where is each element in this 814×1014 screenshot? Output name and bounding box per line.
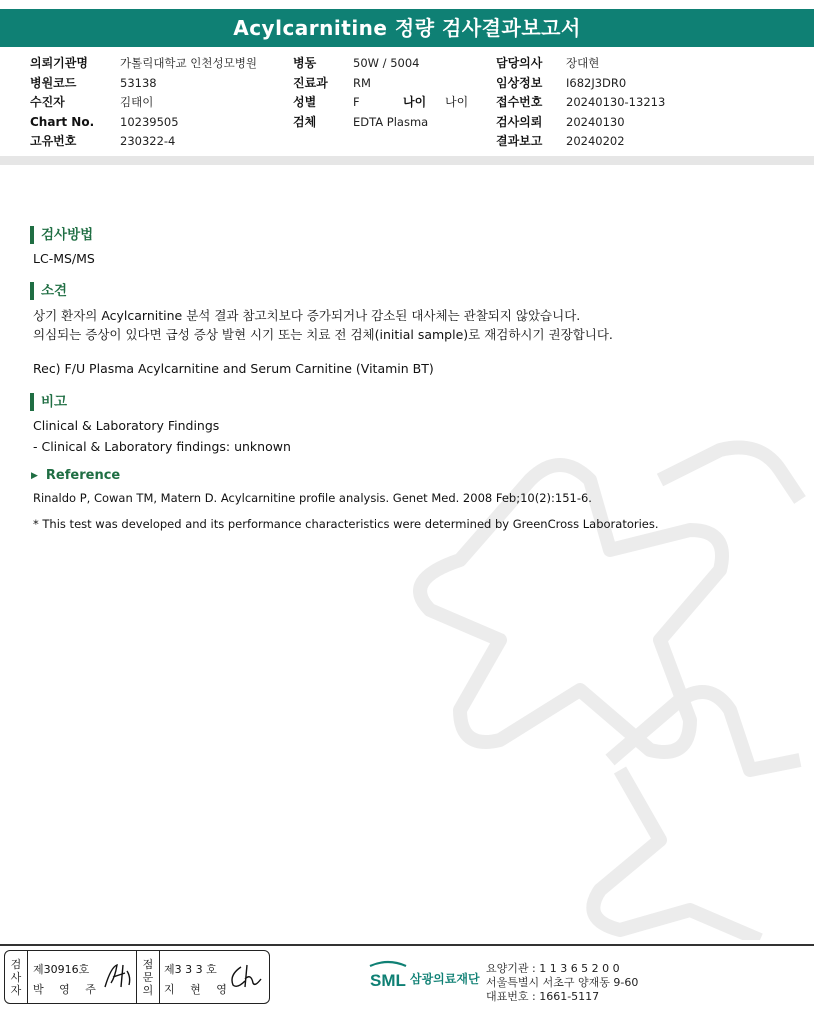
info-label: 검사의뢰 xyxy=(496,114,543,129)
info-value: 50W / 5004 xyxy=(353,56,420,70)
info-label: 검체 xyxy=(293,114,317,129)
inspector-label-char: 사 xyxy=(10,970,22,984)
findings-line-2: 의심되는 증상이 있다면 급성 증상 발현 시기 또는 치료 전 검체(initial sample)로 재검하시기 권장합니다. xyxy=(33,327,613,342)
inspector-label xyxy=(5,951,28,1003)
reviewer-label-char: 의 xyxy=(142,983,154,997)
reference-heading xyxy=(31,468,120,483)
findings-line-3: Rec) F/U Plasma Acylcarnitine and Serum Carnitine (Vitamin BT) xyxy=(33,361,434,376)
info-row xyxy=(496,113,796,133)
info-row xyxy=(496,54,796,74)
info-row xyxy=(30,93,290,113)
inspector-number: 제30916호 xyxy=(33,963,90,976)
patient-info xyxy=(0,54,814,154)
info-row xyxy=(30,132,290,152)
info-value: 김태이 xyxy=(120,95,154,109)
header-divider xyxy=(0,156,814,165)
inspector-label-char: 자 xyxy=(10,983,22,997)
age-value: 나이 xyxy=(445,95,469,109)
findings-heading: 소견 xyxy=(30,282,67,300)
footer-divider xyxy=(0,944,814,946)
age-label: 나이 xyxy=(403,95,427,109)
info-label: 의뢰기관명 xyxy=(30,56,88,70)
info-label: 수진자 xyxy=(30,95,65,109)
info-row xyxy=(293,54,493,74)
inspector-signature-icon xyxy=(101,961,135,991)
findings-line-1: 상기 환자의 Acylcarnitine 분석 결과 참고치보다 증가되거나 감소된 대사체는 관찰되지 않았습니다. xyxy=(33,308,581,323)
method-heading: 검사방법 xyxy=(30,226,93,244)
logo-mark: SML xyxy=(370,971,406,990)
info-label: 임상정보 xyxy=(496,75,543,90)
info-value: 230322-4 xyxy=(120,134,176,148)
reviewer-label-char: 문 xyxy=(142,970,154,984)
logo-name: 삼광의료재단 xyxy=(410,972,480,986)
sml-logo-icon xyxy=(366,958,410,994)
remarks-line-2: - Clinical & Laboratory findings: unknown xyxy=(33,439,291,454)
info-label: 접수번호 xyxy=(496,95,543,109)
info-label: Chart No. xyxy=(30,114,95,129)
reviewer-number: 제3 3 3 호 xyxy=(164,963,217,976)
info-label: 성별 xyxy=(293,95,317,109)
inspector-label-char: 검 xyxy=(10,957,22,971)
info-value: 10239505 xyxy=(120,114,179,129)
info-value: 20240130 xyxy=(566,114,625,129)
info-row xyxy=(30,54,290,74)
info-column-1 xyxy=(30,54,290,152)
reviewer-label-char: 점 xyxy=(142,957,154,971)
info-row xyxy=(30,113,290,133)
info-value: I682J3DR0 xyxy=(566,75,627,90)
info-value: F xyxy=(353,95,360,109)
reference-heading-label: Reference xyxy=(45,468,121,483)
remarks-heading: 비고 xyxy=(30,393,67,411)
info-row xyxy=(30,74,290,94)
info-label: 고유번호 xyxy=(30,134,77,148)
info-row xyxy=(496,132,796,152)
info-label: 결과보고 xyxy=(496,134,543,148)
info-column-3 xyxy=(496,54,796,152)
remarks-line-1: Clinical & Laboratory Findings xyxy=(33,418,220,433)
reference-citation: Rinaldo P, Cowan TM, Matern D. Acylcarnitine profile analysis. Genet Med. 2008 Feb;10(2):151-6. xyxy=(33,491,592,505)
info-row xyxy=(496,74,796,94)
signature-box xyxy=(4,950,270,1004)
info-row xyxy=(496,93,796,113)
inspector-name: 박 영 주 xyxy=(33,983,102,996)
info-label: 담당의사 xyxy=(496,56,543,70)
agency-code: 요양기관 : 1 1 3 6 5 2 0 0 xyxy=(486,962,620,975)
info-value: 가톨릭대학교 인천성모병원 xyxy=(120,56,257,70)
info-row xyxy=(293,74,493,94)
info-value: EDTA Plasma xyxy=(353,114,429,129)
info-value: 장대현 xyxy=(566,56,600,70)
reviewer-label xyxy=(136,951,160,1003)
info-value: RM xyxy=(353,75,371,90)
report-title: Acylcarnitine 정량 검사결과보고서 xyxy=(0,9,814,47)
info-label: 병원코드 xyxy=(30,75,77,90)
info-label: 병동 xyxy=(293,56,317,70)
reviewer-name: 지 현 영 xyxy=(164,983,233,996)
method-text: LC-MS/MS xyxy=(33,251,95,266)
info-label: 진료과 xyxy=(293,75,328,90)
info-value: 53138 xyxy=(120,75,157,90)
info-column-2 xyxy=(293,54,493,132)
address: 서울특별시 서초구 양재동 9-60 xyxy=(486,976,639,989)
reviewer-signature-icon xyxy=(227,961,265,991)
reference-note: * This test was developed and its performance characteristics were determined by GreenCross Laboratories. xyxy=(33,517,659,531)
cross-watermark-icon xyxy=(360,440,814,940)
info-value: 20240130-13213 xyxy=(566,95,666,109)
info-row xyxy=(293,113,493,133)
info-row xyxy=(293,93,493,113)
info-value: 20240202 xyxy=(566,134,625,148)
phone-number: 대표번호 : 1661-5117 xyxy=(486,990,600,1003)
triangle-right-icon: ▶ xyxy=(31,471,38,481)
